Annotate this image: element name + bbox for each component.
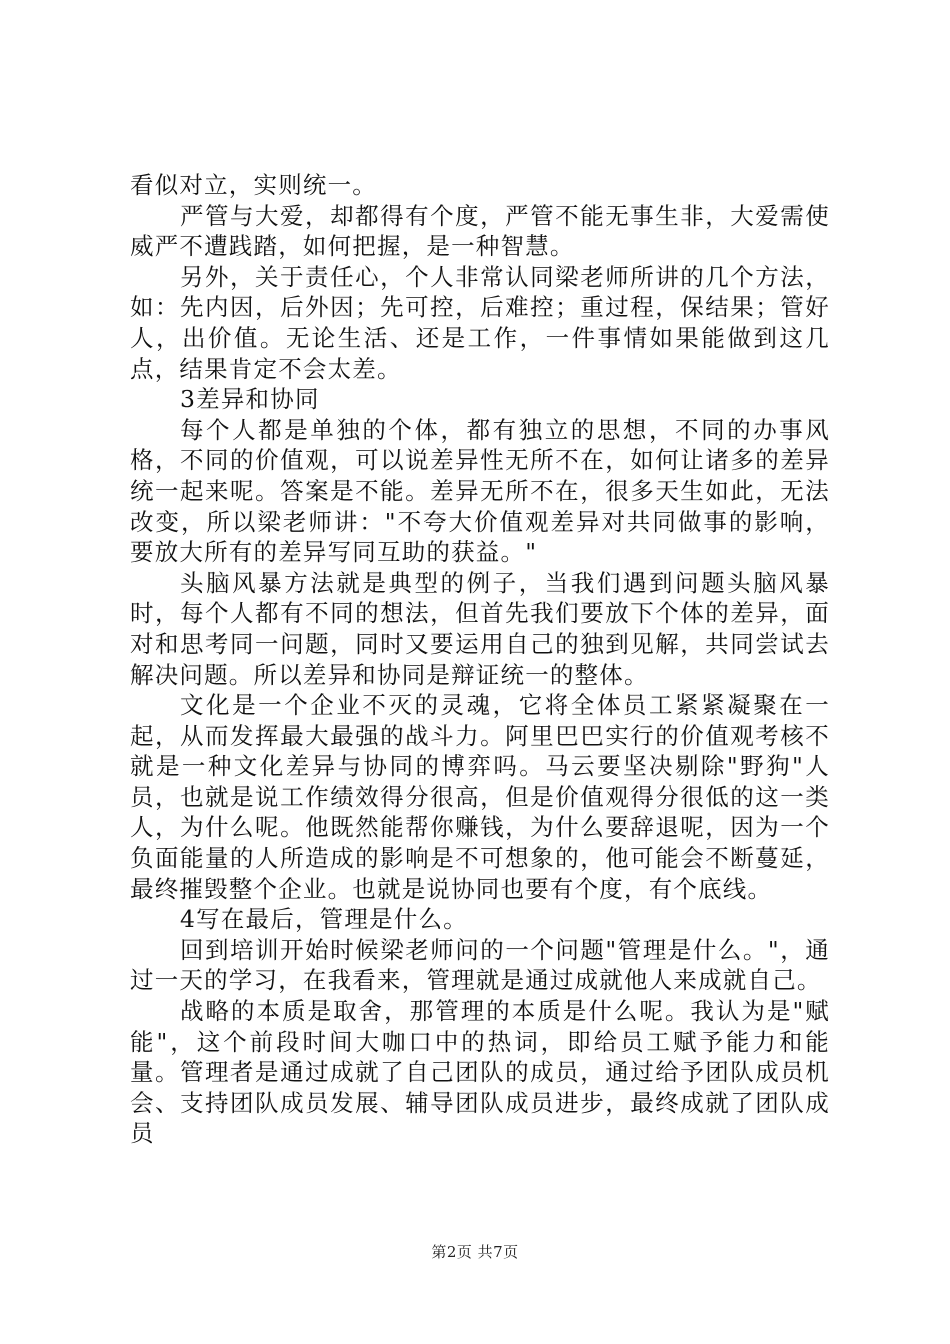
document-body — [130, 170, 830, 1149]
section-heading-3: 3差异和协同 — [180, 385, 320, 414]
paragraph-2: 严管与大爱，却都得有个度，严管不能无事生非，大爱需使威严不遭践踏，如何把握，是一种智慧。 — [130, 201, 830, 261]
paragraph-6: 头脑风暴方法就是典型的例子，当我们遇到问题头脑风暴时，每个人都有不同的想法，但首先我们要放下个体的差异，面对和思考同一问题，同时又要运用自己的独到见解，共同尝试去解决问题。所以差异和协同是辩证统一的整体。 — [130, 568, 830, 689]
paragraph-7: 文化是一个企业不灭的灵魂，它将全体员工紧紧凝聚在一起，从而发挥最大最强的战斗力。阿里巴巴实行的价值观考核不就是一种文化差异与协同的博弈吗。马云要坚决剔除"野狗"人员，也就是说工作绩效得分很高，但是价值观得分很低的这一类人，为什么呢。他既然能帮你赚钱，为什么要辞退呢，因为一个负面能量的人所造成的影响是不可想象的，他可能会不断蔓延，最终摧毁整个企业。也就是说协同也要有个度，有个底线。 — [130, 691, 830, 903]
paragraph-3: 另外，关于责任心，个人非常认同梁老师所讲的几个方法，如：先内因，后外因；先可控，后难控；重过程，保结果；管好人，出价值。无论生活、还是工作，一件事情如果能做到这几点，结果肯定不会太差。 — [130, 262, 830, 383]
paragraph-9: 回到培训开始时候梁老师问的一个问题"管理是什么。"，通过一天的学习，在我看来，管理就是通过成就他人来成就自己。 — [130, 935, 830, 995]
paragraph-5: 每个人都是单独的个体，都有独立的思想，不同的办事风格，不同的价值观，可以说差异性无所不在，如何让诸多的差异统一起来呢。答案是不能。差异无所不在，很多天生如此，无法改变，所以梁老师讲："不夸大价值观差异对共同做事的影响，要放大所有的差异写同互助的获益。" — [130, 415, 830, 567]
paragraph-1: 看似对立，实则统一。 — [130, 171, 377, 199]
section-heading-4: 4写在最后，管理是什么。 — [180, 905, 468, 934]
paragraph-10: 战略的本质是取舍，那管理的本质是什么呢。我认为是"赋能"，这个前段时间大咖口中的热词，即给员工赋予能力和能量。管理者是通过成就了自己团队的成员，通过给予团队成员机会、支持团队成员发展、辅导团队成员进步，最终成就了团队成员 — [130, 997, 830, 1148]
page-footer: 第2页 共7页 — [431, 1243, 519, 1261]
